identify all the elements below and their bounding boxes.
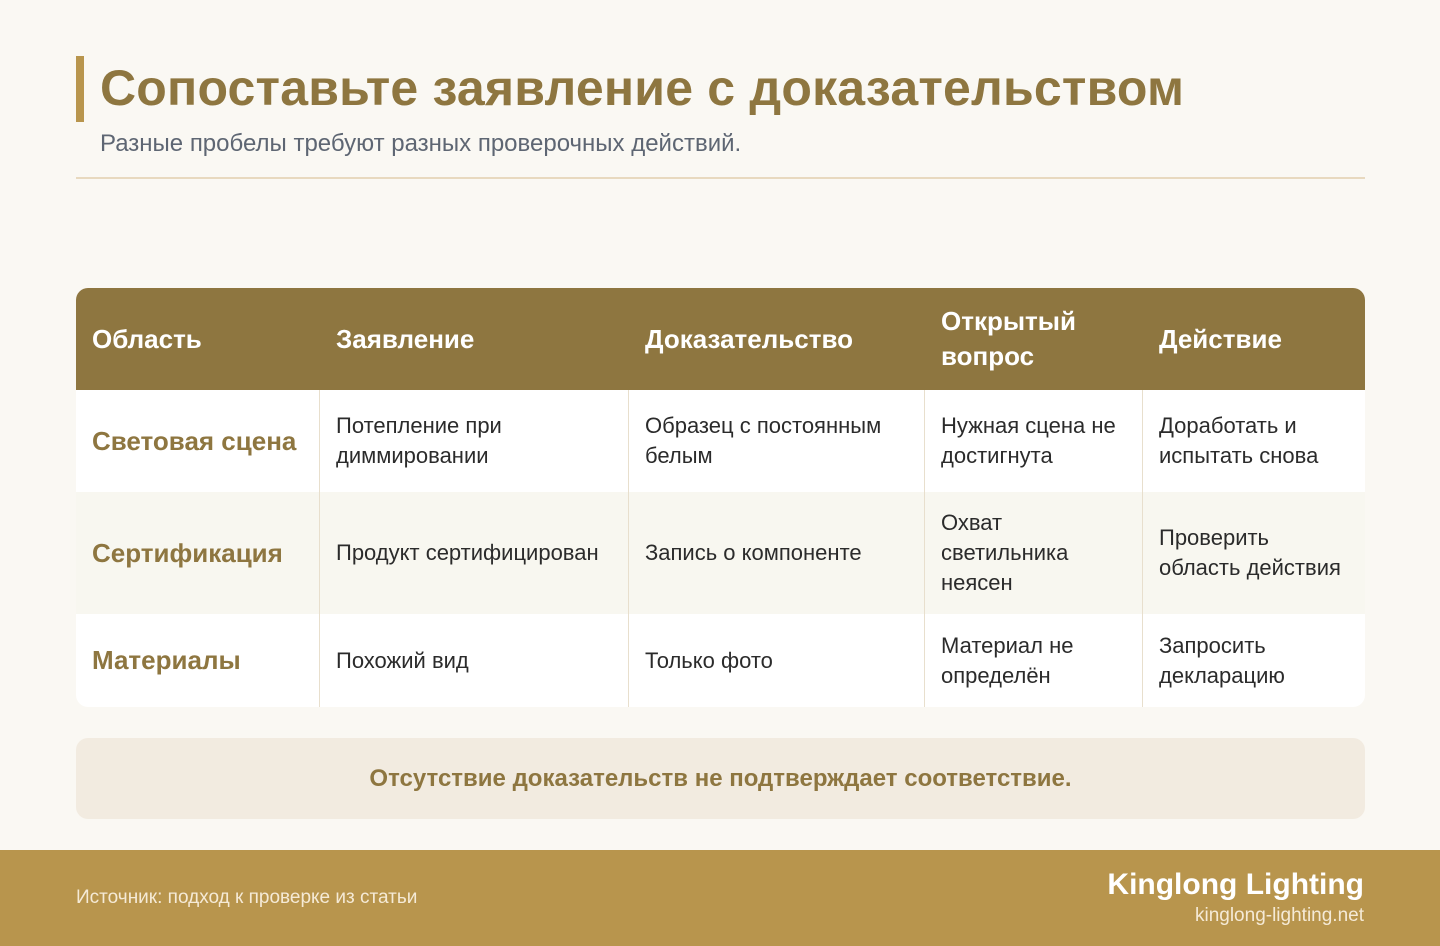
page-title: Сопоставьте заявление с доказательством <box>100 60 1185 116</box>
table-cell-area: Сертификация <box>76 492 320 614</box>
table-cell-claim: Потепление при диммировании <box>320 390 629 492</box>
table-cell-action: Запросить декларацию <box>1159 632 1285 688</box>
column-header-open-question: Открытый вопрос <box>941 306 1076 371</box>
table-cell-evidence: Запись о компоненте <box>629 492 925 614</box>
table-cell-open-question: Нужная сцена не достигнута <box>925 390 1143 492</box>
brand-url: kinglong-lighting.net <box>1194 905 1364 926</box>
header-divider <box>76 177 1365 179</box>
brand-name: Kinglong Lighting <box>1107 868 1364 901</box>
key-note-text: Отсутствие доказательств не подтверждает соответствие. <box>369 764 1072 792</box>
footer <box>0 850 1440 946</box>
column-header-area: Область <box>92 323 202 354</box>
column-header-evidence: Доказательство <box>645 323 853 354</box>
title-accent-bar <box>76 56 84 122</box>
column-header-claim: Заявление <box>336 323 475 354</box>
table-cell-evidence: Только фото <box>629 614 925 707</box>
page-subtitle: Разные пробелы требуют разных проверочных действий. <box>100 130 742 157</box>
table-cell-open-question: Материал не определён <box>925 614 1143 707</box>
table-cell-area: Световая сцена <box>76 390 320 492</box>
table-cell-claim: Похожий вид <box>320 614 629 707</box>
table-row <box>76 492 1365 614</box>
table-cell-claim: Продукт сертифицирован <box>320 492 629 614</box>
table-cell-evidence: Образец с постоянным белым <box>629 390 925 492</box>
table-cell-area: Материалы <box>76 614 320 707</box>
table-row <box>76 390 1365 492</box>
table-row <box>76 614 1365 707</box>
source-note: Источник: подход к проверке из статьи <box>76 887 418 908</box>
table-cell-open-question: Охват светильника неясен <box>925 492 1143 614</box>
table-cell-action: Доработать и испытать снова <box>1159 413 1319 468</box>
comparison-table <box>76 288 1365 707</box>
table-header-row <box>76 288 1365 390</box>
table-cell-action: Проверить область действия <box>1159 525 1341 580</box>
column-header-action: Действие <box>1159 323 1282 354</box>
key-note-banner <box>76 738 1365 819</box>
